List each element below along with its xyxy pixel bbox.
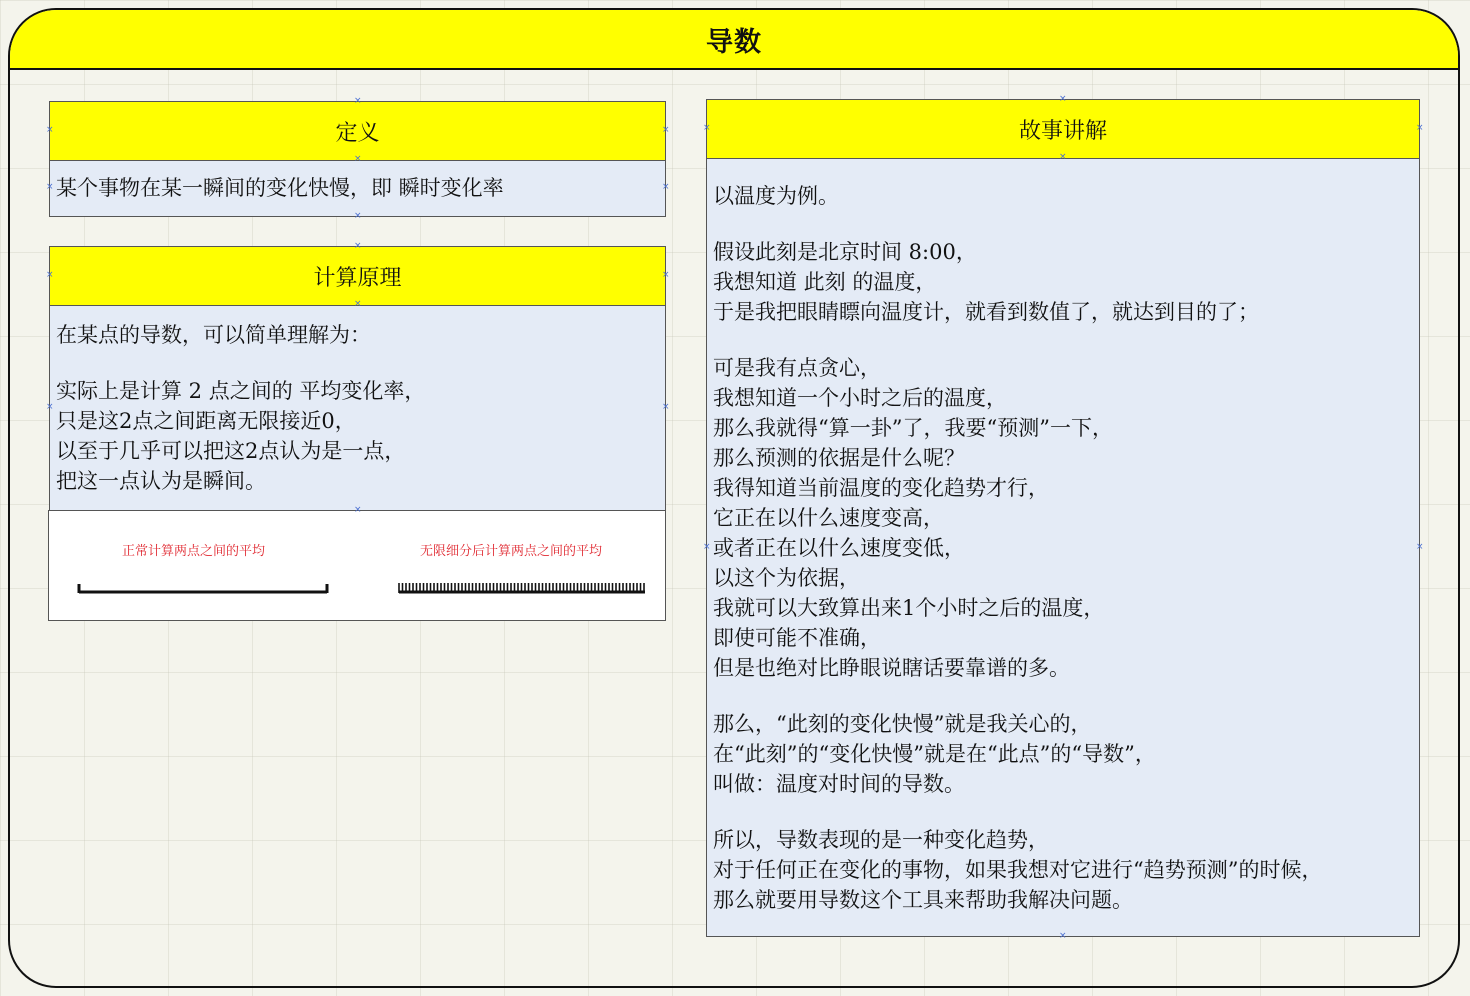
principle-illustration — [48, 510, 666, 621]
definition-text — [56, 173, 659, 203]
handle-marker[interactable] — [1059, 154, 1066, 161]
handle-marker[interactable] — [1416, 125, 1423, 132]
story-line: 可是我有点贪心， — [713, 356, 881, 380]
story-box[interactable] — [706, 99, 1420, 937]
normal-average-label: 正常计算两点之间的平均 — [122, 544, 266, 559]
story-line: 那么就要用导数这个工具来帮助我解决问题。 — [713, 888, 1133, 912]
story-line: 那么我就得“算一卦”了，我要“预测”一下， — [713, 416, 1113, 440]
handle-marker[interactable] — [354, 98, 361, 105]
principle-line: 在某点的导数，可以简单理解为： — [56, 323, 371, 347]
principle-line: 把这一点认为是瞬间。 — [56, 469, 266, 493]
story-paragraph — [713, 181, 1413, 211]
principle-paragraph — [56, 376, 659, 496]
handle-marker[interactable] — [46, 184, 53, 191]
principle-line: 以至于几乎可以把这2点认为是一点， — [56, 439, 406, 463]
handle-marker[interactable] — [1416, 544, 1423, 551]
story-line: 以温度为例。 — [713, 184, 839, 208]
page-title: 导数 — [706, 26, 762, 58]
subdivided-average-label: 无限细分后计算两点之间的平均 — [420, 544, 603, 559]
handle-marker[interactable] — [46, 404, 53, 411]
story-line: 所以，导数表现的是一种变化趋势， — [713, 828, 1049, 852]
story-line: 那么，“此刻的变化快慢”就是我关心的， — [713, 712, 1092, 736]
story-line: 它正在以什么速度变高， — [713, 506, 944, 530]
story-line: 我想知道一个小时之后的温度， — [713, 386, 1007, 410]
story-line: 或者正在以什么速度变低， — [713, 536, 965, 560]
handle-marker[interactable] — [46, 272, 53, 279]
principle-box[interactable] — [49, 246, 666, 512]
handle-marker[interactable] — [662, 404, 669, 411]
principle-text — [56, 320, 659, 522]
story-line: 叫做：温度对时间的导数。 — [713, 772, 965, 796]
story-line: 那么预测的依据是什么呢？ — [713, 446, 965, 470]
story-line: 即使可能不准确， — [713, 626, 881, 650]
story-line: 我就可以大致算出来1个小时之后的温度， — [713, 596, 1105, 620]
handle-marker[interactable] — [662, 127, 669, 134]
story-paragraph — [713, 237, 1413, 327]
story-line: 在“此刻”的“变化快慢”就是在“此点”的“导数”， — [713, 742, 1156, 766]
definition-header: 定义 — [50, 102, 665, 161]
handle-marker[interactable] — [354, 243, 361, 250]
handle-marker[interactable] — [703, 544, 710, 551]
handle-marker[interactable] — [354, 156, 361, 163]
coarse-interval-line — [79, 584, 327, 593]
handle-marker[interactable] — [46, 127, 53, 134]
story-line: 对于任何正在变化的事物，如果我想对它进行“趋势预测”的时候， — [713, 858, 1323, 882]
interval-bar-illustration — [49, 511, 667, 622]
story-line: 于是我把眼睛瞟向温度计，就看到数值了，就达到目的了； — [713, 300, 1259, 324]
fine-interval-line — [399, 583, 645, 593]
handle-marker[interactable] — [662, 272, 669, 279]
handle-marker[interactable] — [354, 301, 361, 308]
story-line: 但是也绝对比睁眼说瞎话要靠谱的多。 — [713, 656, 1070, 680]
story-line: 以这个为依据， — [713, 566, 860, 590]
handle-marker[interactable] — [703, 125, 710, 132]
principle-paragraph — [56, 320, 659, 350]
story-line: 我想知道 此刻 的温度， — [713, 270, 937, 294]
handle-marker[interactable] — [1059, 933, 1066, 940]
story-line: 我得知道当前温度的变化趋势才行， — [713, 476, 1049, 500]
principle-header: 计算原理 — [50, 247, 665, 306]
story-line: 假设此刻是北京时间 8:00， — [713, 240, 977, 264]
definition-line: 某个事物在某一瞬间的变化快慢，即 瞬时变化率 — [56, 176, 504, 200]
story-header: 故事讲解 — [707, 100, 1419, 159]
handle-marker[interactable] — [1059, 96, 1066, 103]
frame-header — [10, 10, 1458, 70]
principle-line: 实际上是计算 2 点之间的 平均变化率， — [56, 379, 426, 403]
handle-marker[interactable] — [354, 213, 361, 220]
story-paragraph — [713, 825, 1413, 915]
principle-line: 只是这2点之间距离无限接近0， — [56, 409, 356, 433]
handle-marker[interactable] — [354, 507, 361, 514]
story-paragraph — [713, 709, 1413, 799]
handle-marker[interactable] — [662, 184, 669, 191]
story-paragraph — [713, 353, 1413, 683]
story-text — [713, 181, 1413, 941]
